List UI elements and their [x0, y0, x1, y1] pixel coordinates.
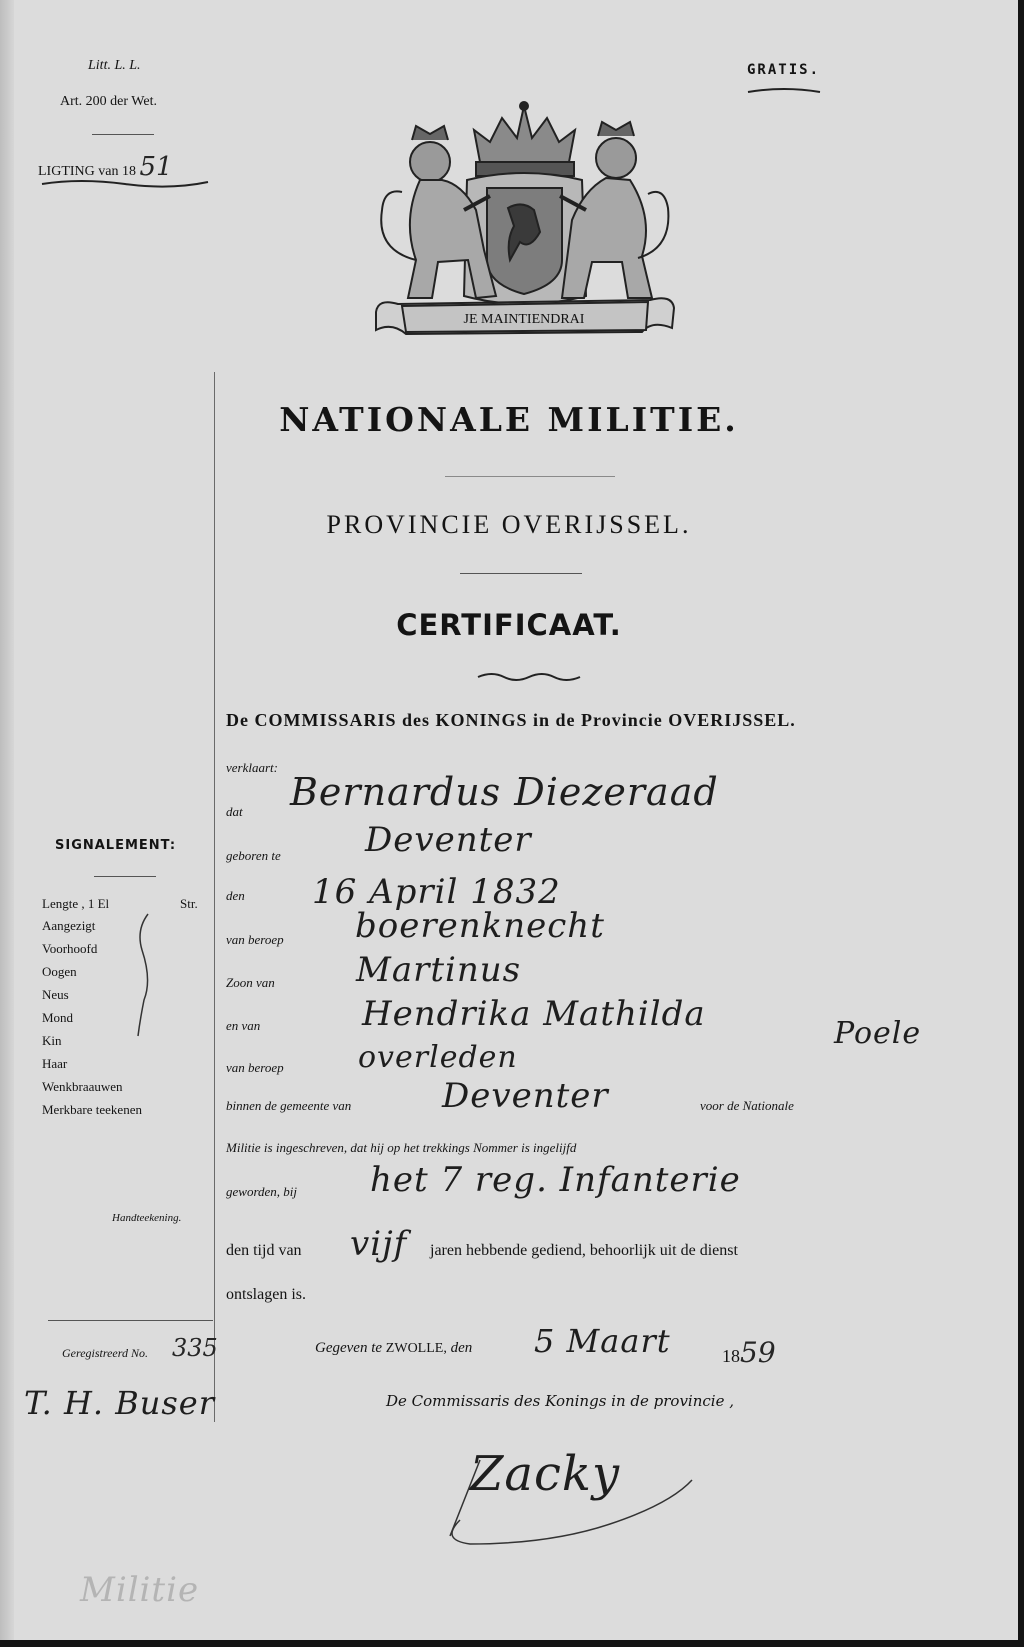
parents-occupation-label: van beroep: [226, 1060, 284, 1075]
signalement-divider: [94, 876, 156, 877]
lichting-year: 51: [139, 152, 173, 182]
length-label: Lengte , 1 El: [42, 896, 110, 911]
year-line: 1859: [722, 1336, 776, 1369]
length-unit: Str.: [180, 896, 198, 911]
den-label: den: [226, 888, 245, 903]
birthplace-value: Deventer: [365, 820, 532, 860]
signalement-title: SIGNALEMENT:: [55, 838, 177, 853]
handtekening-label: Handteekening.: [112, 1212, 182, 1224]
title-divider-2: [460, 573, 582, 574]
signalement-item: Merkbare teekenen: [42, 1102, 142, 1117]
signature-flourish-icon: [430, 1440, 700, 1550]
signalement-item: Wenkbraauwen: [42, 1079, 123, 1094]
period-prefix: den tijd van: [226, 1242, 302, 1259]
born-label: geboren te: [226, 848, 281, 863]
registry-divider: [48, 1320, 213, 1321]
flourish-left: [40, 176, 210, 190]
verklaart-label: verklaart:: [226, 760, 278, 775]
discharge-text: ontslagen is.: [226, 1286, 306, 1303]
title-divider-1: [445, 476, 615, 477]
lichting-label: LIGTING van 18 51: [38, 152, 173, 182]
article-label: Art. 200 der Wet.: [60, 94, 157, 109]
given-date-value: 5 Maart: [534, 1322, 671, 1360]
clerk-signature: T. H. Buser: [24, 1384, 216, 1422]
unit-value: het 7 reg. Infanterie: [370, 1160, 741, 1200]
occupation-value: boerenknecht: [355, 906, 605, 946]
municipality-suffix: voor de Nationale: [700, 1098, 794, 1113]
signalement-item: Neus: [42, 987, 69, 1002]
father-value: Martinus: [356, 950, 522, 990]
signalement-item: Aangezigt: [42, 918, 96, 933]
registered-number: 335: [172, 1334, 218, 1362]
header-divider: [92, 134, 154, 135]
crest-motto: JE MAINTIENDRAI: [463, 312, 585, 327]
dat-label: dat: [226, 804, 243, 819]
son-of-label: Zoon van: [226, 975, 275, 990]
unit-prefix: geworden, bij: [226, 1184, 298, 1199]
mother-surname-value: Poele: [834, 1016, 922, 1051]
litt-label: Litt. L. L.: [88, 58, 141, 73]
gratis-label: GRATIS.: [747, 62, 821, 78]
registered-text: Militie is ingeschreven, dat hij op het trekkings Nommer is ingelijfd: [226, 1140, 577, 1155]
province-title: PROVINCIE OVERIJSSEL.: [326, 510, 692, 539]
given-line: Gegeven te ZWOLLE, den: [315, 1340, 473, 1356]
given-city: ZWOLLE,: [385, 1341, 447, 1356]
registered-label: Geregistreerd No.: [62, 1346, 148, 1360]
year-value: 59: [740, 1336, 776, 1369]
royal-coat-of-arms-icon: [372, 100, 677, 350]
municipality-prefix: binnen de gemeente van: [226, 1098, 352, 1113]
footer-pencil-note: Militie: [80, 1570, 200, 1610]
and-of-label: en van: [226, 1018, 261, 1033]
municipality-value: Deventer: [442, 1076, 609, 1116]
binding-edge: [0, 0, 14, 1640]
signalement-item: Mond: [42, 1010, 74, 1025]
birthdate-value: 16 April 1832: [312, 872, 561, 912]
period-value: vijf: [350, 1224, 408, 1264]
signature-caption: De Commissaris des Konings in de provincie ,: [386, 1392, 734, 1410]
signalement-item: Haar: [42, 1056, 68, 1071]
signalement-item: Kin: [42, 1033, 62, 1048]
occupation-label: van beroep: [226, 932, 284, 947]
authority-line: De COMMISSARIS des KONINGS in de Provincie OVERIJSSEL.: [226, 710, 796, 730]
flourish-right: [746, 86, 822, 96]
ornament-divider-icon: [474, 670, 584, 684]
signalement-item: Voorhoofd: [42, 941, 98, 956]
title-nationale-militie: NATIONALE MILITIE.: [279, 400, 739, 439]
column-divider: [214, 372, 215, 1422]
certificate-title: CERTIFICAAT.: [396, 608, 622, 642]
parents-occupation-value: overleden: [358, 1040, 518, 1075]
period-suffix: jaren hebbende gediend, behoorlijk uit de dienst: [430, 1242, 738, 1259]
name-value: Bernardus Diezeraad: [290, 770, 719, 814]
commissioner-signature: Zacky: [470, 1446, 621, 1502]
signalement-item: Oogen: [42, 964, 77, 979]
mother-value: Hendrika Mathilda: [362, 994, 706, 1034]
signalement-bracket-icon: [130, 910, 160, 1040]
